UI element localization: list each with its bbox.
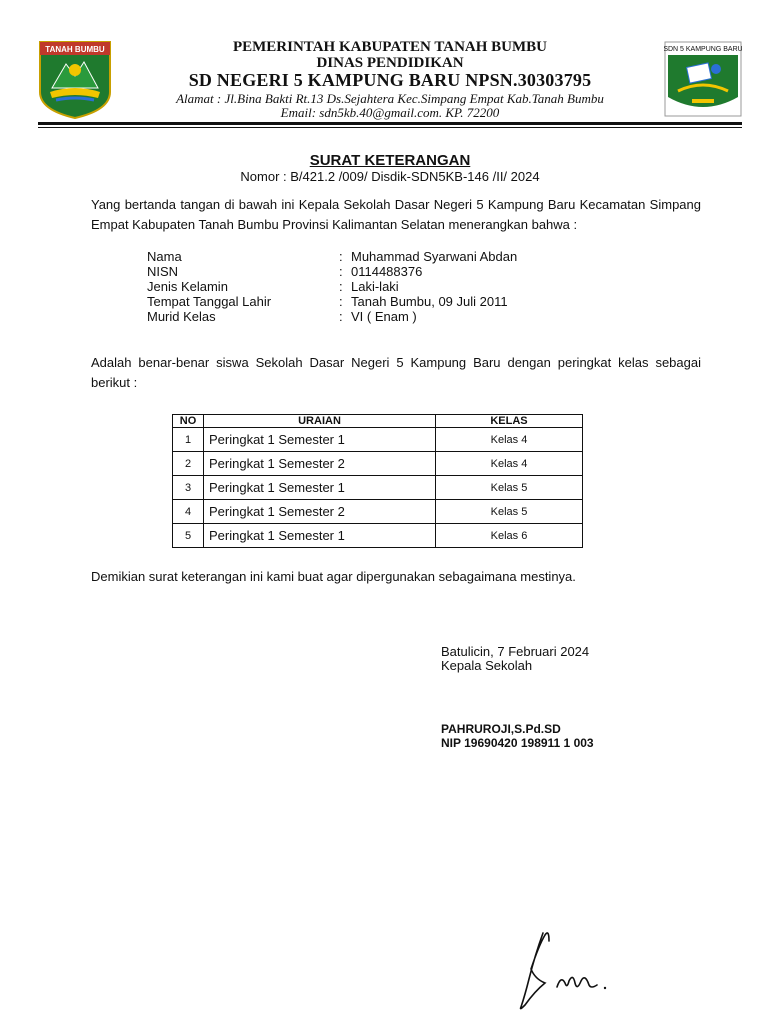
identity-label: Nama bbox=[147, 249, 182, 264]
identity-value: 0114488376 bbox=[351, 264, 423, 279]
row-number: 5 bbox=[173, 524, 204, 548]
table-row bbox=[173, 524, 583, 548]
handwritten-signature bbox=[505, 925, 625, 1015]
row-number: 2 bbox=[173, 452, 204, 476]
row-description: Peringkat 1 Semester 2 bbox=[204, 452, 436, 476]
signatory-nip: NIP 19690420 198911 1 003 bbox=[441, 736, 594, 750]
school-logo bbox=[664, 41, 742, 117]
row-number: 4 bbox=[173, 500, 204, 524]
identity-value: Laki-laki bbox=[351, 279, 399, 294]
header-school-name: SD NEGERI 5 KAMPUNG BARU NPSN.30303795 bbox=[188, 70, 592, 90]
header-email: Email: sdn5kb.40@gmail.com. KP. 72200 bbox=[280, 105, 500, 120]
signatory-position: Kepala Sekolah bbox=[441, 658, 533, 673]
identity-colon: : bbox=[339, 309, 343, 324]
row-description: Peringkat 1 Semester 1 bbox=[204, 524, 436, 548]
table-row bbox=[173, 500, 583, 524]
header-divider-thick bbox=[38, 122, 742, 125]
intro-paragraph: Yang bertanda tangan di bawah ini Kepala Sekolah Dasar Negeri 5 Kampung Baru Kecamatan Simpang Empat Kabupaten Tanah Bumbu Provinsi Kalimantan Selatan menerangkan bahwa : bbox=[91, 197, 701, 232]
identity-value: VI ( Enam ) bbox=[351, 309, 417, 324]
row-description: Peringkat 1 Semester 1 bbox=[204, 428, 436, 452]
identity-colon: : bbox=[339, 249, 343, 264]
identity-colon: : bbox=[339, 294, 343, 309]
document-number: Nomor : B/421.2 /009/ Disdik-SDN5KB-146 /II/ 2024 bbox=[240, 169, 540, 184]
row-number: 1 bbox=[173, 428, 204, 452]
row-class: Kelas 4 bbox=[436, 428, 583, 452]
column-header-kelas: KELAS bbox=[436, 415, 583, 428]
column-header-uraian: URAIAN bbox=[204, 415, 436, 428]
signatory-name: PAHRUROJI,S.Pd.SD bbox=[441, 722, 561, 736]
identity-colon: : bbox=[339, 264, 343, 279]
identity-value: Tanah Bumbu, 09 Juli 2011 bbox=[351, 294, 508, 309]
row-class: Kelas 4 bbox=[436, 452, 583, 476]
row-class: Kelas 5 bbox=[436, 500, 583, 524]
header-divider-thin bbox=[38, 127, 742, 128]
row-description: Peringkat 1 Semester 1 bbox=[204, 476, 436, 500]
table-row bbox=[173, 428, 583, 452]
row-description: Peringkat 1 Semester 2 bbox=[204, 500, 436, 524]
logo-left-text: TANAH BUMBU bbox=[45, 45, 105, 54]
identity-label: Jenis Kelamin bbox=[147, 279, 228, 294]
ranking-table bbox=[172, 414, 583, 548]
header-address: Alamat : Jl.Bina Bakti Rt.13 Ds.Sejahtera Kec.Simpang Empat Kab.Tanah Bumbu bbox=[176, 91, 604, 106]
closing-paragraph: Demikian surat keterangan ini kami buat agar dipergunakan sebagaimana mestinya. bbox=[91, 569, 576, 584]
header-department: DINAS PENDIDIKAN bbox=[316, 55, 464, 71]
identity-label: Murid Kelas bbox=[147, 309, 216, 324]
identity-colon: : bbox=[339, 279, 343, 294]
row-class: Kelas 6 bbox=[436, 524, 583, 548]
column-header-no: NO bbox=[173, 415, 204, 428]
tanah-bumbu-logo bbox=[38, 40, 112, 120]
header-government: PEMERINTAH KABUPATEN TANAH BUMBU bbox=[232, 39, 548, 55]
identity-value: Muhammad Syarwani Abdan bbox=[351, 249, 518, 264]
document-title bbox=[0, 152, 768, 169]
identity-label: NISN bbox=[147, 264, 179, 279]
statement-paragraph: Adalah benar-benar siswa Sekolah Dasar Negeri 5 Kampung Baru dengan peringkat kelas sebagai berikut : bbox=[91, 355, 701, 390]
identity-label: Tempat Tanggal Lahir bbox=[147, 294, 272, 309]
table-row bbox=[173, 452, 583, 476]
row-class: Kelas 5 bbox=[436, 476, 583, 500]
logo-right-text: SDN 5 KAMPUNG BARU bbox=[664, 46, 742, 53]
document-title-text: SURAT KETERANGAN bbox=[309, 152, 471, 169]
table-row bbox=[173, 476, 583, 500]
place-date: Batulicin, 7 Februari 2024 bbox=[441, 644, 590, 659]
table-header-row bbox=[173, 415, 583, 428]
row-number: 3 bbox=[173, 476, 204, 500]
